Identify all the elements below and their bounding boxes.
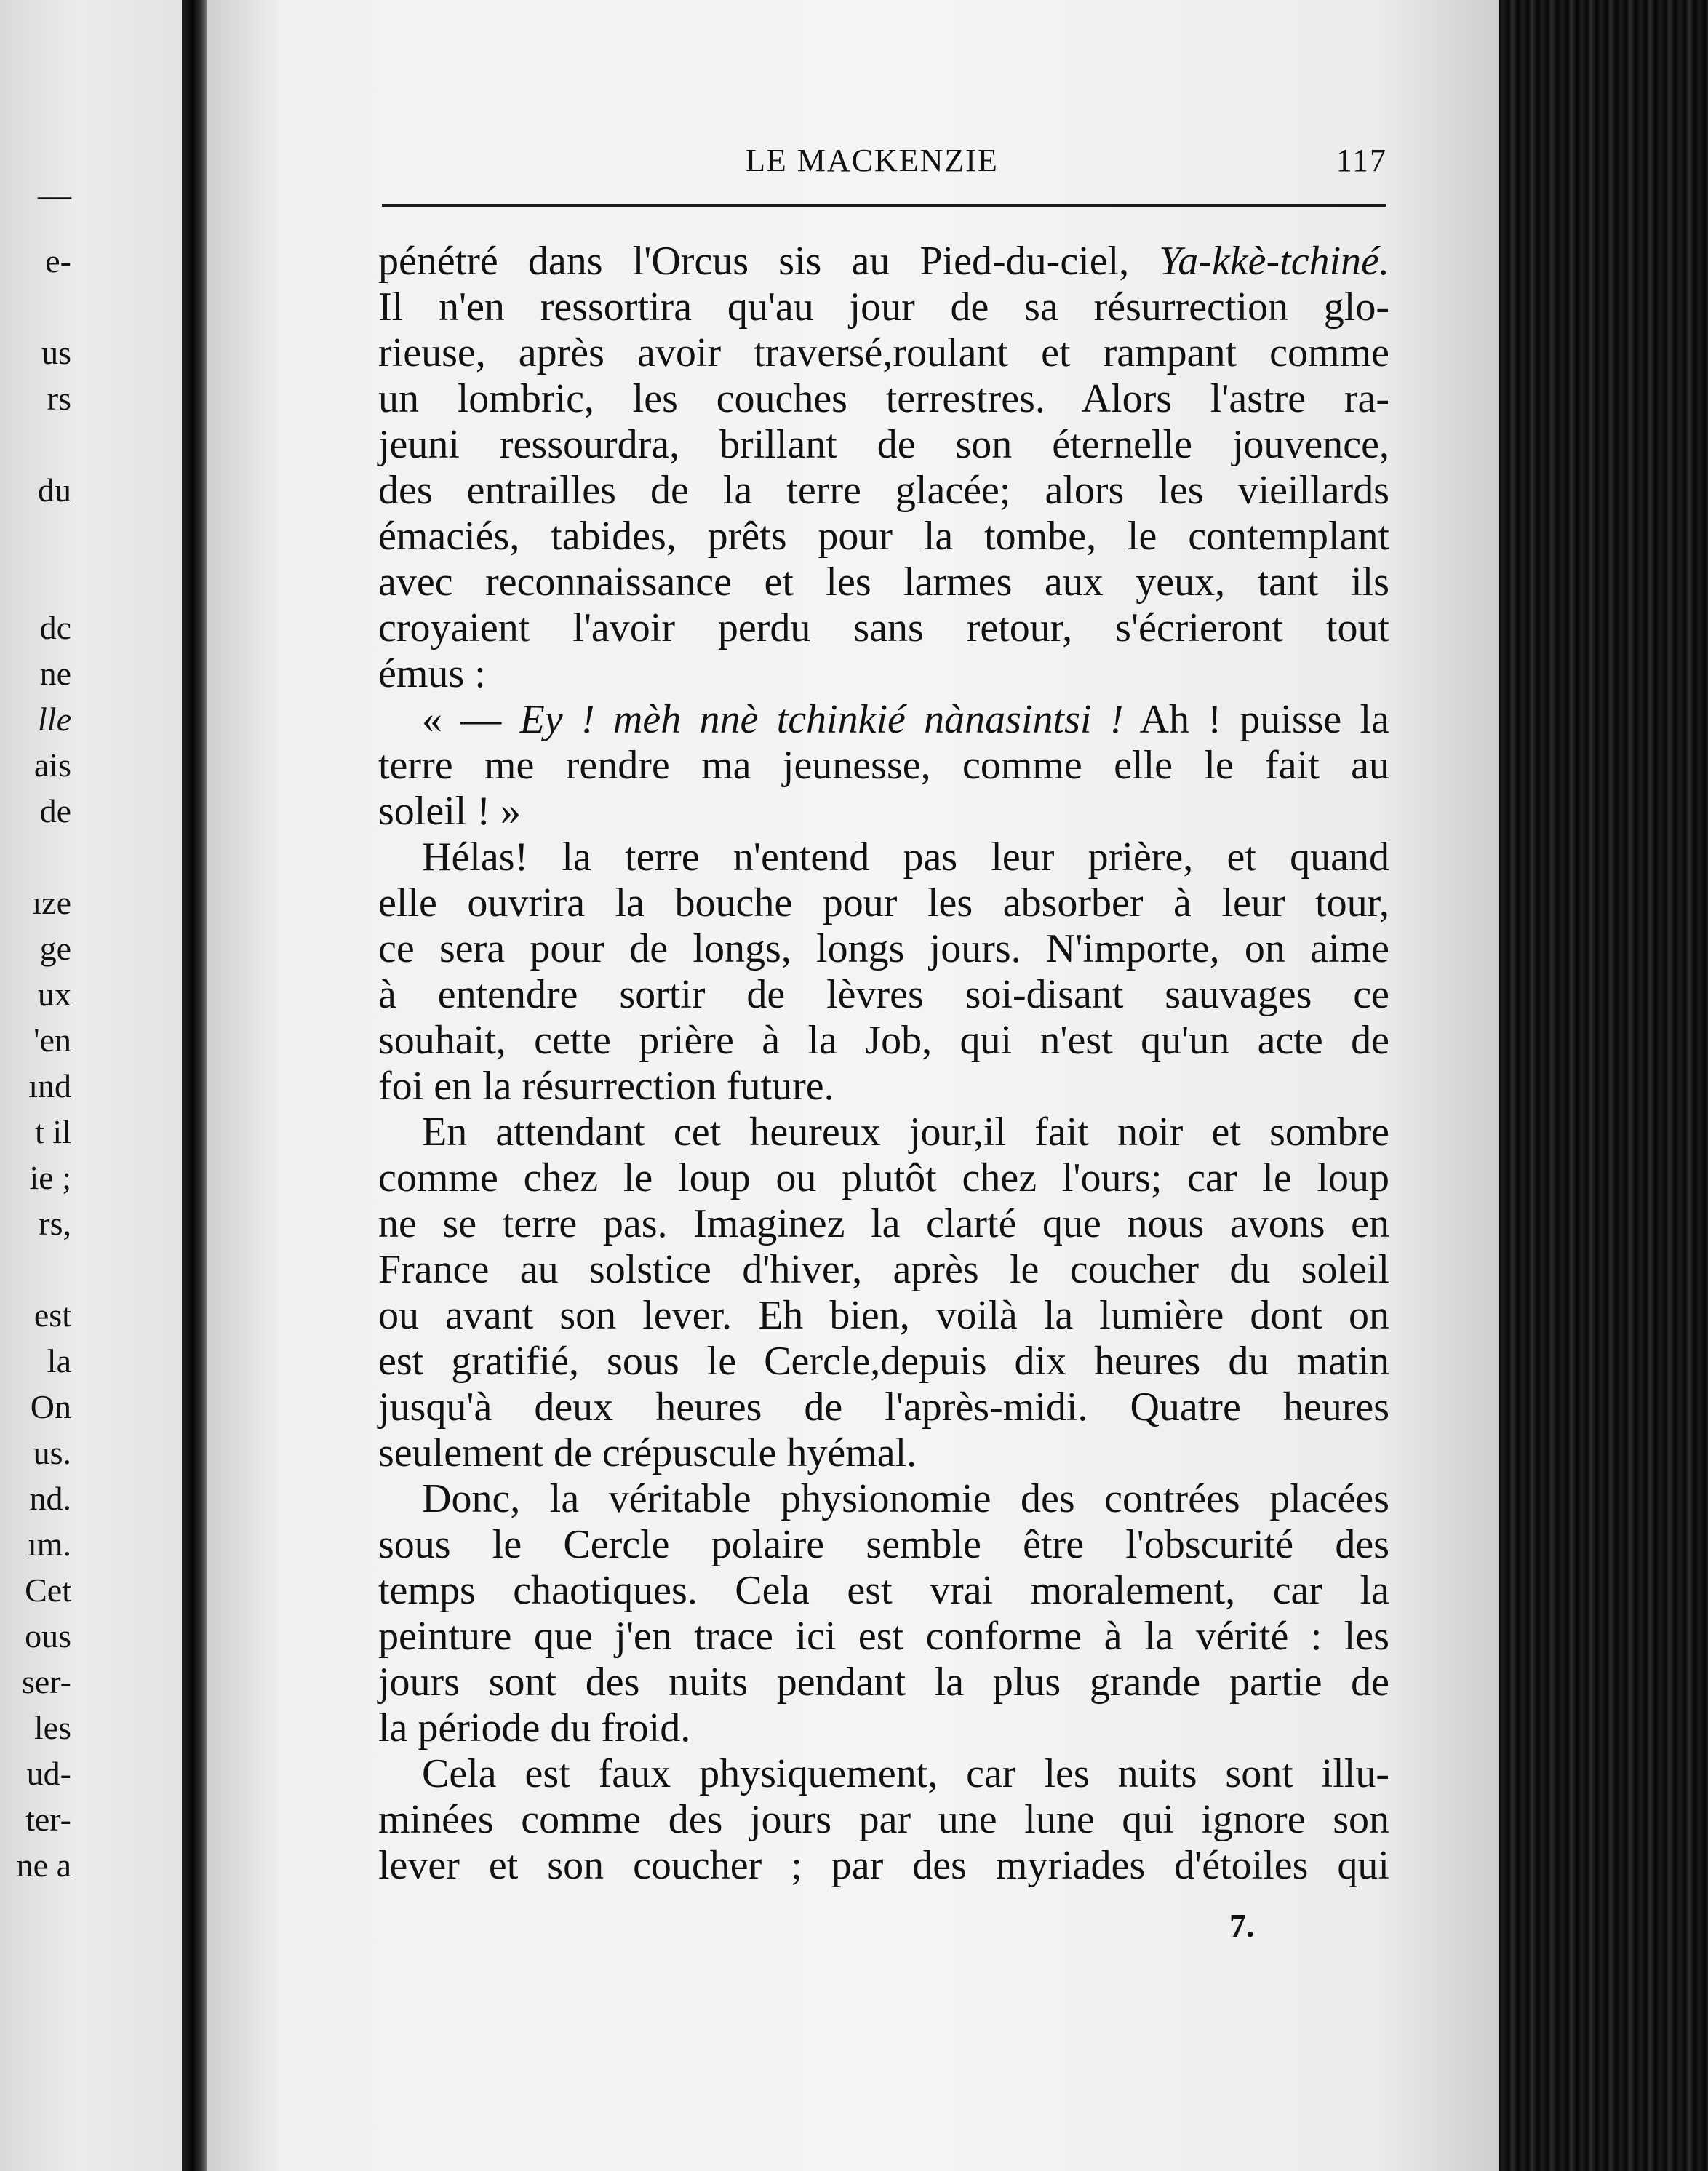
text-line: [378, 1247, 1389, 1293]
text-segment: des entrailles de la terre glacée; alors les vieillards: [378, 468, 1389, 513]
left-fragment: t il: [35, 1113, 71, 1150]
text-line: [378, 514, 1389, 559]
left-fragment: ıze: [32, 884, 71, 921]
text-line: [378, 972, 1389, 1018]
left-fragment: ınd: [28, 1067, 71, 1104]
text-segment: Hélas! la terre n'entend pas leur prière, et quand: [422, 834, 1389, 880]
left-fragment: Cet: [25, 1572, 71, 1609]
text-line: [378, 1110, 1389, 1155]
text-line: [378, 789, 1389, 834]
text-line: [378, 1751, 1389, 1797]
text-line: [378, 1568, 1389, 1614]
header-rule: [382, 204, 1386, 207]
text-segment: rieuse, après avoir traversé,roulant et rampant comme: [378, 330, 1389, 375]
text-segment: elle ouvrira la bouche pour les absorber à leur tour,: [378, 880, 1389, 925]
left-fragment: ais: [33, 746, 71, 784]
left-fragment: la: [47, 1342, 71, 1379]
page-number: 117: [1336, 143, 1387, 178]
left-fragment: lle: [38, 701, 71, 738]
text-line: [378, 239, 1389, 284]
text-segment: seulement de crépuscule hyémal.: [378, 1430, 917, 1475]
text-line: [378, 1155, 1389, 1201]
text-segment: En attendant cet heureux jour,il fait noir et sombre: [422, 1110, 1389, 1155]
text-segment: avec reconnaissance et les larmes aux yeux, tant ils: [378, 559, 1389, 605]
left-fragment: us: [41, 334, 71, 371]
text-segment: émus :: [378, 651, 486, 696]
body-text: [378, 239, 1389, 1889]
left-fragment: On: [30, 1388, 71, 1425]
left-fragment: les: [33, 1709, 71, 1746]
text-segment: à entendre sortir de lèvres soi-disant sauvages ce: [378, 972, 1389, 1017]
text-line: [378, 1201, 1389, 1247]
left-fragment: us.: [33, 1434, 71, 1471]
text-segment: Cela est faux physiquement, car les nuits sont illu-: [422, 1751, 1389, 1796]
text-segment: Il n'en ressortira qu'au jour de sa résurrection glo-: [378, 284, 1389, 330]
text-segment: comme chez le loup ou plutôt chez l'ours; car le loup: [378, 1155, 1389, 1200]
left-fragment: rs: [47, 380, 71, 417]
left-fragment: ne a: [16, 1847, 71, 1884]
text-line: [378, 926, 1389, 972]
left-fragment: ud-: [26, 1755, 71, 1792]
text-segment: est gratifié, sous le Cercle,depuis dix heures du matin: [378, 1339, 1389, 1384]
text-segment: jusqu'à deux heures de l'après-midi. Quatre heures: [378, 1385, 1389, 1430]
running-title: LE MACKENZIE: [746, 143, 999, 178]
left-page-text-fragments: [0, 0, 80, 2171]
text-line: [378, 1430, 1389, 1476]
book-page-edges: [1499, 0, 1708, 2171]
text-segment: Ah ! puisse la: [1123, 697, 1389, 742]
text-segment: émaciés, tabides, prêts pour la tombe, le contemplant: [378, 514, 1389, 559]
text-segment: « —: [422, 697, 520, 742]
text-segment: pénétré dans l'Orcus sis au Pied-du-ciel,: [378, 239, 1160, 284]
text-line: [378, 1293, 1389, 1339]
text-segment: terre me rendre ma jeunesse, comme elle le fait au: [378, 743, 1389, 788]
text-line: [378, 605, 1389, 651]
text-line: [378, 651, 1389, 697]
italic-phrase: Ey ! mèh nnè tchinkié nànasintsi !: [519, 697, 1124, 742]
left-fragment: de: [39, 792, 71, 829]
text-segment: temps chaotiques. Cela est vrai moralement, car la: [378, 1568, 1389, 1613]
text-segment: peinture que j'en trace ici est conforme à la vérité : les: [378, 1614, 1389, 1659]
text-segment: jours sont des nuits pendant la plus grande partie de: [378, 1660, 1389, 1705]
text-line: [378, 1614, 1389, 1660]
text-segment: soleil ! »: [378, 789, 521, 834]
left-fragment: ux: [38, 976, 71, 1013]
text-line: [378, 1522, 1389, 1568]
text-line: [378, 1843, 1389, 1889]
text-segment: un lombric, les couches terrestres. Alors l'astre ra-: [378, 376, 1389, 421]
text-segment: croyaient l'avoir perdu sans retour, s'écrieront tout: [378, 605, 1389, 650]
text-segment: ce sera pour de longs, longs jours. N'importe, on aime: [378, 926, 1389, 971]
running-header: [382, 142, 1393, 188]
text-line: [378, 468, 1389, 514]
text-segment: ne se terre pas. Imaginez la clarté que nous avons en: [378, 1201, 1389, 1246]
text-segment: jeuni ressourdra, brillant de son éternelle jouvence,: [378, 422, 1389, 467]
text-segment: sous le Cercle polaire semble être l'obscurité des: [378, 1522, 1389, 1567]
text-line: [378, 1476, 1389, 1522]
text-segment: Donc, la véritable physionomie des contrées placées: [422, 1476, 1389, 1521]
text-line: [378, 330, 1389, 376]
text-segment: France au solstice d'hiver, après le coucher du soleil: [378, 1247, 1389, 1292]
left-fragment: e-: [45, 242, 71, 279]
text-line: [378, 559, 1389, 605]
left-fragment: ım.: [27, 1526, 71, 1563]
left-fragment: est: [33, 1296, 71, 1334]
text-line: [378, 880, 1389, 926]
italic-phrase: Ya-kkè-tchiné.: [1159, 239, 1389, 284]
text-line: [378, 1660, 1389, 1705]
left-fragment: du: [38, 471, 71, 509]
text-line: [378, 1705, 1389, 1751]
text-segment: la période du froid.: [378, 1705, 691, 1750]
left-fragment: ous: [25, 1617, 71, 1654]
text-line: [378, 743, 1389, 789]
left-fragment: nd.: [29, 1480, 71, 1517]
signature-mark: 7.: [1229, 1907, 1255, 1944]
text-line: [378, 1018, 1389, 1064]
text-line: [378, 1064, 1389, 1110]
text-line: [378, 1339, 1389, 1385]
book-gutter: [182, 0, 209, 2171]
text-line: [378, 376, 1389, 422]
left-fragment: ser-: [21, 1663, 71, 1700]
text-segment: foi en la résurrection future.: [378, 1064, 834, 1109]
left-fragment: ter-: [25, 1801, 71, 1838]
text-line: [378, 284, 1389, 330]
left-fragment: —: [38, 176, 71, 213]
left-fragment: ne: [39, 655, 71, 692]
left-fragment: rs,: [39, 1205, 71, 1242]
text-line: [378, 1385, 1389, 1430]
left-fragment: ge: [39, 930, 71, 967]
text-line: [378, 697, 1389, 743]
text-line: [378, 422, 1389, 468]
left-fragment: 'en: [33, 1021, 71, 1059]
text-line: [378, 834, 1389, 880]
text-segment: souhait, cette prière à la Job, qui n'est qu'un acte de: [378, 1018, 1389, 1063]
text-segment: ou avant son lever. Eh bien, voilà la lumière dont on: [378, 1293, 1389, 1338]
text-line: [378, 1797, 1389, 1843]
text-segment: minées comme des jours par une lune qui ignore son: [378, 1797, 1389, 1842]
left-fragment: ie ;: [29, 1159, 71, 1196]
text-segment: lever et son coucher ; par des myriades d'étoiles qui: [378, 1843, 1389, 1888]
left-fragment: dc: [39, 609, 71, 646]
left-facing-page: [0, 0, 195, 2171]
